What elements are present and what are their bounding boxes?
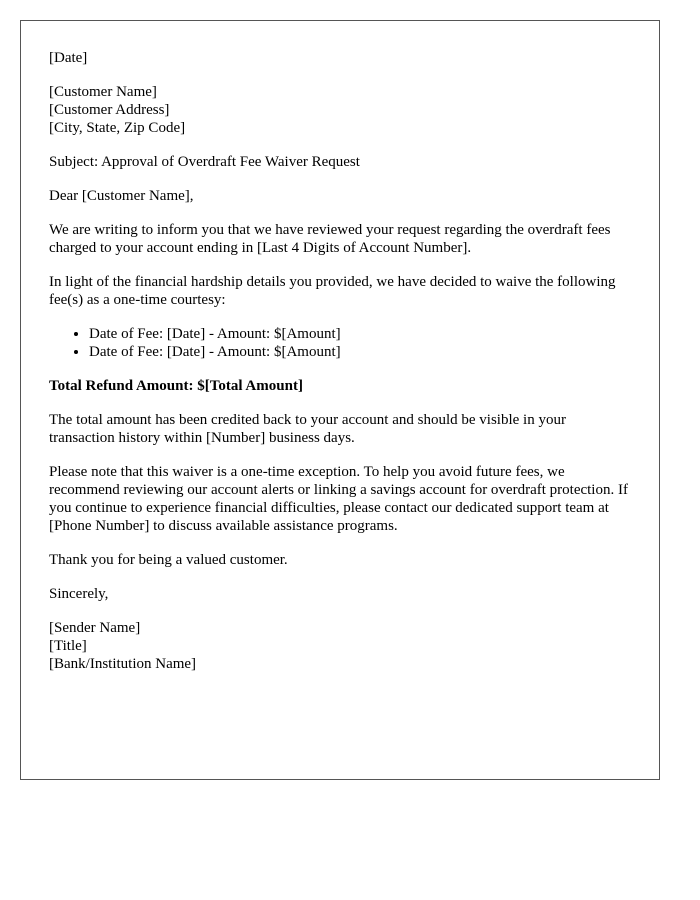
paragraph-review-notice: We are writing to inform you that we have reviewed your request regarding the overdraft fees charged to your account ending in [Last 4 Digits of Account Number]. bbox=[49, 222, 611, 256]
sender-block bbox=[49, 619, 631, 673]
letter-date: [Date] bbox=[49, 50, 88, 66]
paragraph-thanks: Thank you for being a valued customer. bbox=[49, 552, 288, 568]
fee-list bbox=[49, 325, 631, 361]
fee-list-item: • Date of Fee: [Date] - Amount: $[Amount] bbox=[89, 343, 631, 361]
fee-list-item: • Date of Fee: [Date] - Amount: $[Amount] bbox=[89, 325, 631, 343]
paragraph-waiver-decision: In light of the financial hardship details you provided, we have decided to waive the following fee(s) as a one-time courtesy: bbox=[49, 274, 616, 308]
letter-closing: Sincerely, bbox=[49, 586, 109, 602]
recipient-city-state-zip: [City, State, Zip Code] bbox=[49, 120, 186, 136]
recipient-block bbox=[49, 83, 631, 137]
sender-name: [Sender Name] bbox=[49, 620, 141, 636]
recipient-address: [Customer Address] bbox=[49, 102, 170, 118]
sender-title: [Title] bbox=[49, 638, 87, 654]
letter-subject: Subject: Approval of Overdraft Fee Waiver Request bbox=[49, 154, 360, 170]
recipient-name: [Customer Name] bbox=[49, 84, 157, 100]
paragraph-credit-notice: The total amount has been credited back to your account and should be visible in your transaction history within [Number] business days. bbox=[49, 412, 566, 446]
letter-salutation: Dear [Customer Name], bbox=[49, 188, 194, 204]
paragraph-one-time-exception: Please note that this waiver is a one-time exception. To help you avoid future fees, we recommend reviewing our account alerts or linking a savings account for overdraft protection. If you continue to experience financial difficulties, please contact our dedicated support team at [Phone Number] to discuss available assistance programs. bbox=[49, 464, 628, 534]
total-refund-amount: Total Refund Amount: $[Total Amount] bbox=[49, 378, 303, 394]
sender-institution: [Bank/Institution Name] bbox=[49, 656, 197, 672]
letter-document bbox=[20, 20, 660, 780]
